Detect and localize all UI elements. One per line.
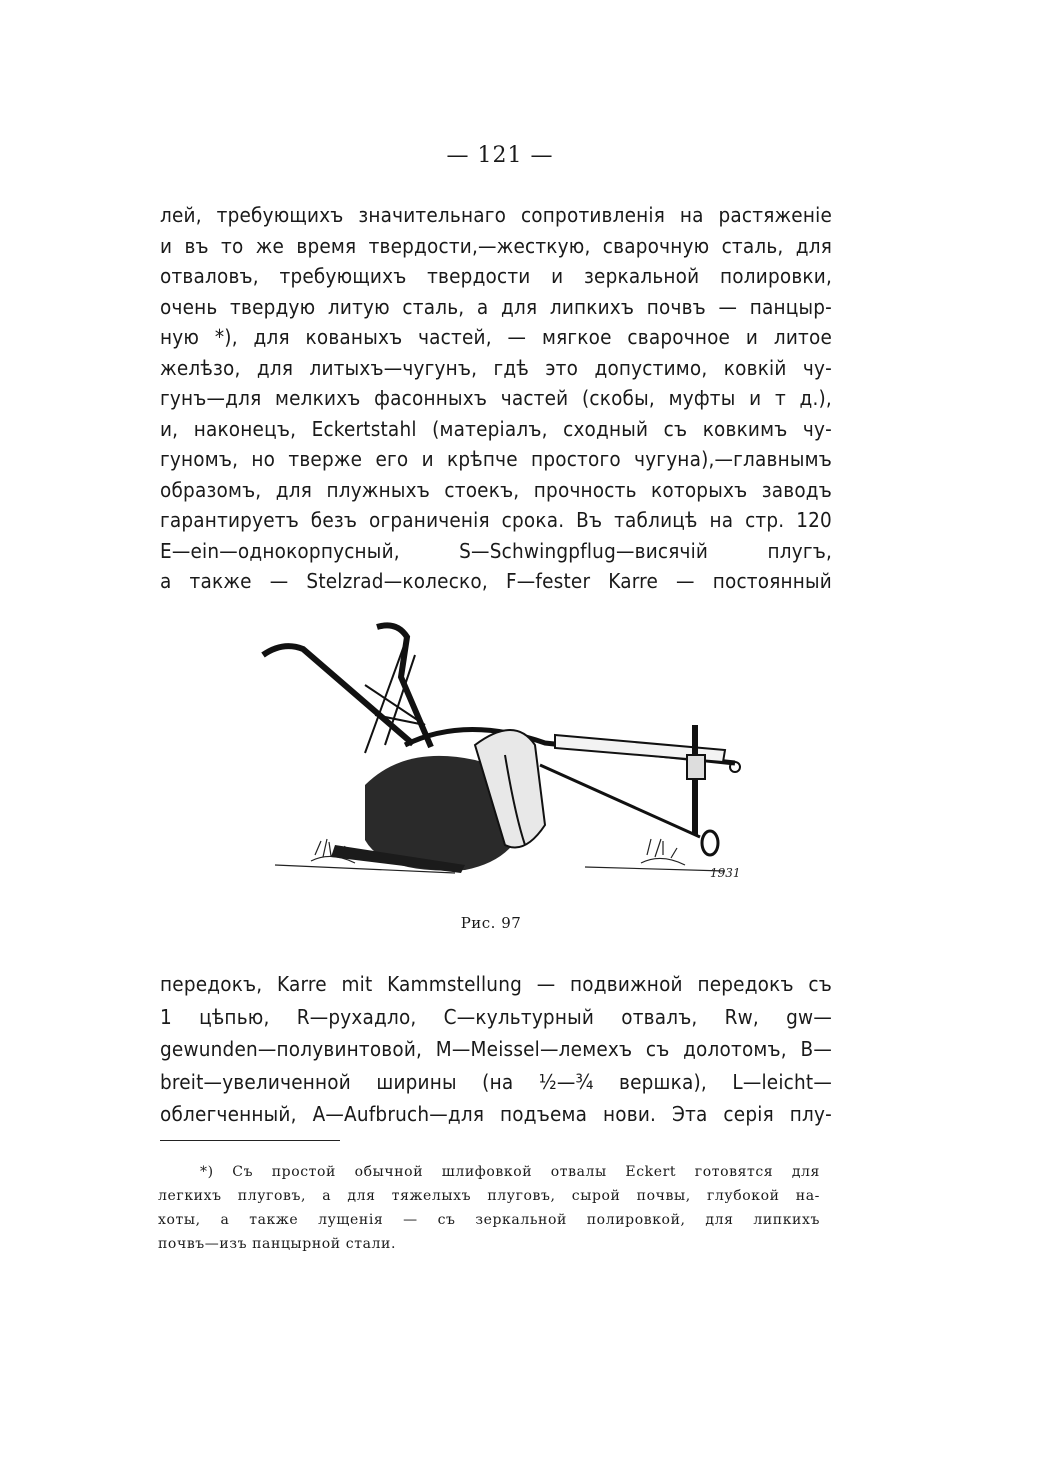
text-line: gewunden—полувинтовой, M—Meissel—лемехъ съ долотомъ, B— <box>160 1037 832 1061</box>
text-line: а также — Stelzrad—колеско, F—fester Karre — постоянный <box>160 569 832 593</box>
text-line: и въ то же время твердости,—жесткую, сварочную сталь, для <box>160 233 832 258</box>
footnote-line: хоты, а также лущенія — съ зеркальной полировкой, для липкихъ <box>158 1212 820 1228</box>
text-line: и, наконецъ, Eckertstahl (матеріалъ, сходный съ ковкимъ чу- <box>160 416 832 441</box>
footnote-line: *) Съ простой обычной шлифовкой отвалы Eckert готовятся для <box>200 1164 820 1180</box>
figure-caption: Рис. 97 <box>460 914 522 932</box>
text-line: передокъ, Karre mit Kammstellung — подвижной передокъ съ <box>160 972 832 996</box>
top-paragraph <box>160 200 832 597</box>
bottom-paragraph <box>160 968 832 1131</box>
plough-illustration <box>255 615 745 890</box>
text-line: отваловъ, требующихъ твердости и зеркальной полировки, <box>160 264 832 288</box>
plough-handles <box>263 625 431 753</box>
page-number: — 121 — <box>446 143 554 168</box>
figure-number-mark: 1931 <box>710 866 741 880</box>
text-line: гунъ—для мелкихъ фасонныхъ частей (скобы, муфты и т д.), <box>160 386 832 410</box>
text-line: гарантируетъ безъ ограниченія срока. Въ таблицѣ на стр. 120 <box>160 508 832 532</box>
text-line: гуномъ, но тверже его и крѣпче простого чугуна),—главнымъ <box>160 447 832 471</box>
text-line: образомъ, для плужныхъ стоекъ, прочность которыхъ заводъ <box>160 477 832 502</box>
text-line: очень твердую литую сталь, а для липкихъ почвъ — панцыр- <box>160 294 832 319</box>
plough-mouldboard <box>331 730 545 873</box>
footnote-line: почвъ—изъ панцырной стали. <box>158 1236 396 1252</box>
text-line: E—ein—однокорпусный, S—Schwingpflug—висячій плугъ, <box>160 538 832 563</box>
footnote <box>158 1160 820 1256</box>
text-line: облегченный, A—Aufbruch—для подъема нови. Эта серія плу- <box>160 1102 832 1126</box>
text-line: 1 цѣпью, R—рухадло, C—культурный отвалъ, Rw, gw— <box>160 1004 832 1029</box>
plough-drawing <box>255 615 745 890</box>
text-line: ную *), для кованыхъ частей, — мягкое сварочное и литое <box>160 325 832 349</box>
footnote-separator <box>160 1140 340 1141</box>
footnote-line: легкихъ плуговъ, а для тяжелыхъ плуговъ, сырой почвы, глубокой на- <box>158 1188 820 1204</box>
text-line: желѣзо, для литыхъ—чугунъ, гдѣ это допустимо, ковкій чу- <box>160 355 832 380</box>
text-line: лей, требующихъ значительнаго сопротивленія на растяженіе <box>160 203 832 227</box>
text-line: breit—увеличенной ширины (на ½—¾ вершка), L—leicht— <box>160 1069 832 1094</box>
ground-grass-right <box>585 839 725 871</box>
